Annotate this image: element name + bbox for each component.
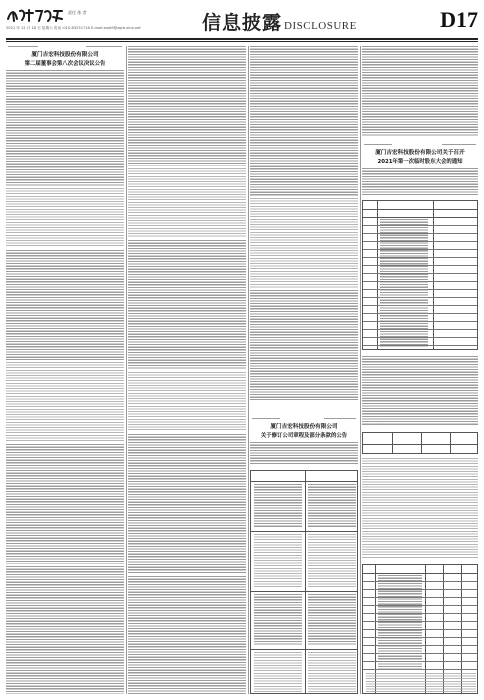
article-body [250, 442, 358, 464]
article-body [250, 290, 358, 400]
column-2 [128, 46, 246, 694]
article-body [6, 250, 124, 360]
section-title-chinese: 信息披露 [202, 12, 283, 34]
article-body [6, 70, 124, 94]
article-company: 厦门吉宏科技股份有限公司关于召开 [375, 150, 465, 156]
article-body [6, 362, 124, 442]
column-1 [6, 46, 124, 694]
amendment-table [250, 470, 358, 694]
article-company: 厦门吉宏科技股份有限公司 [270, 424, 338, 430]
article-body [6, 96, 124, 186]
article-body [6, 188, 124, 248]
reply-table [362, 432, 478, 454]
article-code-line [362, 144, 478, 146]
article-body [6, 444, 124, 564]
article-body [362, 458, 478, 558]
article-body [128, 46, 246, 166]
article-body [128, 168, 246, 238]
proposal-table [362, 200, 478, 350]
article-code-line [6, 46, 124, 48]
column-3 [250, 46, 358, 694]
masthead [6, 4, 478, 38]
article-header [6, 46, 124, 67]
section-title-english: DISCLOSURE [284, 20, 357, 32]
column-4 [362, 46, 478, 694]
section-title [202, 8, 357, 34]
masthead-rule-thin [6, 41, 478, 42]
article-title: 关于修订公司章程及部分条款的公告 [260, 433, 348, 439]
newspaper-logo [6, 7, 64, 23]
article-body [128, 576, 246, 694]
article-body [362, 46, 478, 136]
article-title: 第二届董事会第八次会议决议公告 [24, 61, 106, 67]
article-title: 2021年第一次临时股东大会的通知 [377, 159, 463, 165]
dateline: 2021 年 12 月 18 日 星期六 电话 :010-83251716 E-mail:zqrb9@zqrb.sina.net [6, 26, 141, 30]
edition-label: 责任 体 者 [68, 10, 87, 15]
article-header [250, 418, 358, 439]
article-body [128, 240, 246, 370]
article-body [250, 198, 358, 288]
masthead-rule [6, 38, 478, 40]
article-body [362, 168, 478, 196]
vote-table [362, 564, 478, 694]
article-body [362, 356, 478, 426]
article-header [362, 144, 478, 165]
article-company: 厦门吉宏科技股份有限公司 [31, 52, 99, 58]
article-body [6, 566, 124, 694]
article-body [250, 46, 358, 196]
page-number: D17 [440, 7, 478, 32]
article-code-line [250, 418, 358, 420]
article-body [128, 434, 246, 574]
article-body [128, 372, 246, 432]
newspaper-logo-icon [6, 7, 64, 23]
